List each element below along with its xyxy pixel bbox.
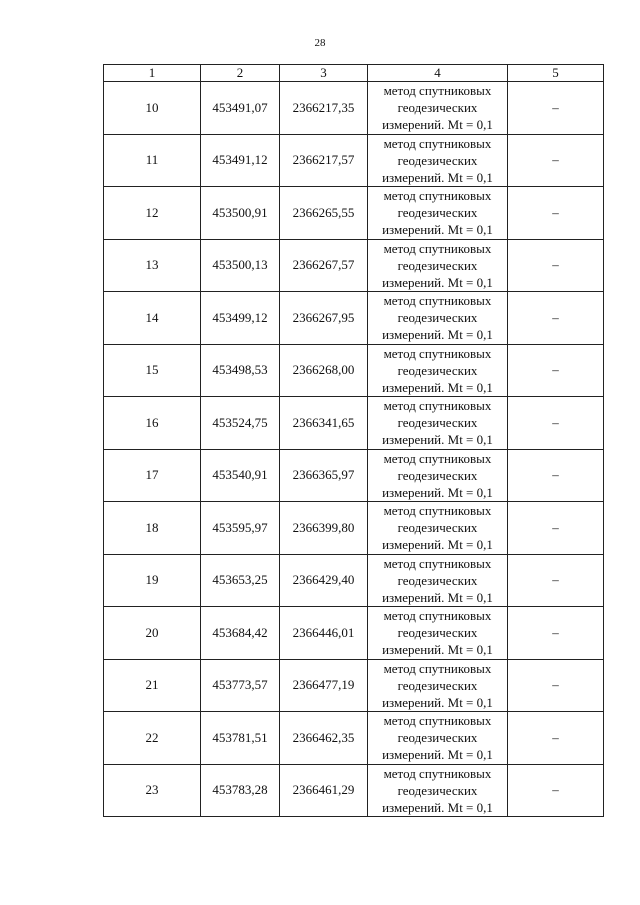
method-line: метод спутниковых: [383, 398, 492, 414]
point-number-cell: 10: [104, 82, 201, 135]
x-coordinate-cell: 453540,91: [201, 449, 280, 502]
table-row: [104, 659, 604, 712]
x-coordinate-cell: 453498,53: [201, 344, 280, 397]
point-number-cell: 19: [104, 554, 201, 607]
x-coordinate-cell: 453783,28: [201, 764, 280, 817]
note-cell: –: [508, 712, 604, 765]
method-line: измерений. Mt = 0,1: [382, 222, 493, 238]
y-coordinate-cell: 2366429,40: [280, 554, 368, 607]
y-coordinate-cell: 2366461,29: [280, 764, 368, 817]
point-number-cell: 13: [104, 239, 201, 292]
method-cell: [368, 82, 508, 135]
method-line: метод спутниковых: [383, 555, 492, 571]
table-row: [104, 712, 604, 765]
column-header-1: 1: [104, 65, 201, 82]
point-number-cell: 15: [104, 344, 201, 397]
method-cell: [368, 607, 508, 660]
method-line: метод спутниковых: [383, 765, 492, 781]
method-line: измерений. Mt = 0,1: [382, 642, 493, 658]
method-line: геодезических: [397, 415, 478, 431]
note-cell: –: [508, 449, 604, 502]
method-line: метод спутниковых: [383, 713, 492, 729]
method-line: геодезических: [397, 257, 478, 273]
method-line: измерений. Mt = 0,1: [382, 799, 493, 815]
note-cell: –: [508, 502, 604, 555]
y-coordinate-cell: 2366268,00: [280, 344, 368, 397]
method-line: геодезических: [397, 467, 478, 483]
table-row: [104, 607, 604, 660]
x-coordinate-cell: 453491,12: [201, 134, 280, 187]
page-number: 28: [314, 37, 326, 49]
method-line: геодезических: [397, 100, 478, 116]
y-coordinate-cell: 2366462,35: [280, 712, 368, 765]
method-line: измерений. Mt = 0,1: [382, 274, 493, 290]
method-cell: [368, 554, 508, 607]
column-header-4: 4: [368, 65, 508, 82]
table-row: [104, 344, 604, 397]
note-cell: –: [508, 659, 604, 712]
method-line: метод спутниковых: [383, 608, 492, 624]
table-header-row: [104, 65, 604, 82]
point-number-cell: 22: [104, 712, 201, 765]
method-line: измерений. Mt = 0,1: [382, 747, 493, 763]
y-coordinate-cell: 2366446,01: [280, 607, 368, 660]
x-coordinate-cell: 453595,97: [201, 502, 280, 555]
point-number-cell: 16: [104, 397, 201, 450]
method-cell: [368, 449, 508, 502]
point-number-cell: 21: [104, 659, 201, 712]
method-cell: [368, 134, 508, 187]
note-cell: –: [508, 764, 604, 817]
column-header-2: 2: [201, 65, 280, 82]
y-coordinate-cell: 2366265,55: [280, 187, 368, 240]
method-line: метод спутниковых: [383, 503, 492, 519]
table-row: [104, 292, 604, 345]
method-line: измерений. Mt = 0,1: [382, 537, 493, 553]
method-line: геодезических: [397, 782, 478, 798]
point-number-cell: 17: [104, 449, 201, 502]
method-line: геодезических: [397, 310, 478, 326]
method-line: измерений. Mt = 0,1: [382, 484, 493, 500]
note-cell: –: [508, 239, 604, 292]
point-number-cell: 18: [104, 502, 201, 555]
table-row: [104, 554, 604, 607]
method-line: измерений. Mt = 0,1: [382, 117, 493, 133]
x-coordinate-cell: 453499,12: [201, 292, 280, 345]
table-body: [104, 82, 604, 817]
method-line: геодезических: [397, 362, 478, 378]
method-cell: [368, 344, 508, 397]
table-row: [104, 449, 604, 502]
table-row: [104, 397, 604, 450]
y-coordinate-cell: 2366267,95: [280, 292, 368, 345]
method-line: метод спутниковых: [383, 240, 492, 256]
method-cell: [368, 502, 508, 555]
method-line: геодезических: [397, 625, 478, 641]
note-cell: –: [508, 607, 604, 660]
point-number-cell: 23: [104, 764, 201, 817]
y-coordinate-cell: 2366217,35: [280, 82, 368, 135]
method-cell: [368, 397, 508, 450]
note-cell: –: [508, 554, 604, 607]
table-row: [104, 134, 604, 187]
method-line: геодезических: [397, 677, 478, 693]
method-line: метод спутниковых: [383, 660, 492, 676]
method-cell: [368, 239, 508, 292]
method-cell: [368, 659, 508, 712]
method-cell: [368, 187, 508, 240]
x-coordinate-cell: 453491,07: [201, 82, 280, 135]
y-coordinate-cell: 2366341,65: [280, 397, 368, 450]
y-coordinate-cell: 2366399,80: [280, 502, 368, 555]
method-line: геодезических: [397, 572, 478, 588]
method-line: измерений. Mt = 0,1: [382, 327, 493, 343]
method-line: геодезических: [397, 205, 478, 221]
note-cell: –: [508, 134, 604, 187]
x-coordinate-cell: 453684,42: [201, 607, 280, 660]
column-header-3: 3: [280, 65, 368, 82]
x-coordinate-cell: 453781,51: [201, 712, 280, 765]
method-line: измерений. Mt = 0,1: [382, 589, 493, 605]
y-coordinate-cell: 2366267,57: [280, 239, 368, 292]
coordinates-table: [103, 64, 604, 817]
table-row: [104, 239, 604, 292]
table-row: [104, 502, 604, 555]
y-coordinate-cell: 2366365,97: [280, 449, 368, 502]
method-line: измерений. Mt = 0,1: [382, 379, 493, 395]
x-coordinate-cell: 453653,25: [201, 554, 280, 607]
point-number-cell: 14: [104, 292, 201, 345]
method-cell: [368, 712, 508, 765]
table-row: [104, 82, 604, 135]
method-line: метод спутниковых: [383, 345, 492, 361]
x-coordinate-cell: 453524,75: [201, 397, 280, 450]
method-line: измерений. Mt = 0,1: [382, 169, 493, 185]
note-cell: –: [508, 397, 604, 450]
x-coordinate-cell: 453500,91: [201, 187, 280, 240]
point-number-cell: 12: [104, 187, 201, 240]
method-line: метод спутниковых: [383, 83, 492, 99]
point-number-cell: 11: [104, 134, 201, 187]
table-row: [104, 187, 604, 240]
note-cell: –: [508, 82, 604, 135]
method-line: метод спутниковых: [383, 450, 492, 466]
method-line: метод спутниковых: [383, 135, 492, 151]
note-cell: –: [508, 187, 604, 240]
x-coordinate-cell: 453500,13: [201, 239, 280, 292]
method-line: метод спутниковых: [383, 188, 492, 204]
note-cell: –: [508, 292, 604, 345]
y-coordinate-cell: 2366217,57: [280, 134, 368, 187]
note-cell: –: [508, 344, 604, 397]
x-coordinate-cell: 453773,57: [201, 659, 280, 712]
method-cell: [368, 292, 508, 345]
method-cell: [368, 764, 508, 817]
point-number-cell: 20: [104, 607, 201, 660]
method-line: измерений. Mt = 0,1: [382, 432, 493, 448]
method-line: геодезических: [397, 520, 478, 536]
method-line: геодезических: [397, 152, 478, 168]
table-row: [104, 764, 604, 817]
y-coordinate-cell: 2366477,19: [280, 659, 368, 712]
method-line: геодезических: [397, 730, 478, 746]
column-header-5: 5: [508, 65, 604, 82]
method-line: измерений. Mt = 0,1: [382, 694, 493, 710]
method-line: метод спутниковых: [383, 293, 492, 309]
